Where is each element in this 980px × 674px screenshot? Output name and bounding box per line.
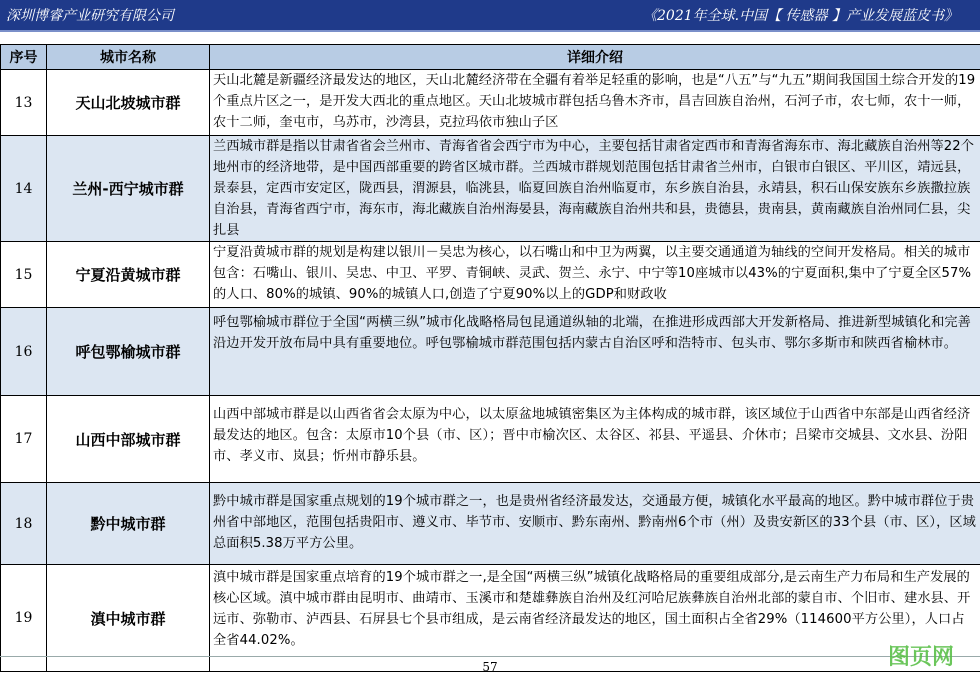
city-description: 宁夏沿黄城市群的规划是构建以银川－吴忠为核心，以石嘴山和中卫为两翼，以主要交通通道为轴线的空间开发格局。相关的城市包含：石嘴山、银川、吴忠、中卫、平罗、青铜峡、灵武、贺兰、永宁、中宁等10座城市以43%的宁夏面积,集中了宁夏全区57%的人口、80%的城镇、90%的城镇人口,创造了宁夏90%以上的GDP和财政收: [210, 242, 980, 308]
row-number: 15: [1, 242, 47, 308]
city-name: 山西中部城市群: [47, 396, 210, 483]
table-row: [1, 483, 980, 565]
table-row: [1, 70, 980, 136]
city-name: 呼包鄂榆城市群: [47, 308, 210, 396]
city-description: 呼包鄂榆城市群位于全国“两横三纵”城市化战略格局包昆通道纵轴的北端，在推进形成西部大开发新格局、推进新型城镇化和完善沿边开发开放布局中具有重要地位。呼包鄂榆城市群范围包括内蒙古自治区呼和浩特市、包头市、鄂尔多斯市和陕西省榆林市。: [210, 308, 980, 396]
table-row: [1, 136, 980, 242]
city-description: 兰西城市群是指以甘肃省省会兰州市、青海省省会西宁市为中心，主要包括甘肃省定西市和青海省海东市、海北藏族自治州等22个地州市的经济地带，是中国西部重要的跨省区城市群。兰西城市群规划范围包括甘肃省兰州市，白银市白银区、平川区，靖远县，景泰县，定西市安定区，陇西县，渭源县，临洮县，临夏回族自治州临夏市，东乡族自治县，永靖县，积石山保安族东乡族撒拉族自治县，青海省西宁市，海东市，海北藏族自治州海晏县，海南藏族自治州共和县，贵德县，贵南县，黄南藏族自治州同仁县，尖扎县: [210, 136, 980, 242]
city-description: 山西中部城市群是以山西省省会太原为中心，以太原盆地城镇密集区为主体构成的城市群，该区域位于山西省中东部是山西省经济最发达的地区。包含：太原市10个县（市、区）；晋中市榆次区、太谷区、祁县、平遥县、介休市；吕梁市交城县、文水县、汾阳市、孝义市、岚县；忻州市静乐县。: [210, 396, 980, 483]
row-number: 17: [1, 396, 47, 483]
header-divider: [0, 30, 980, 32]
watermark-logo: [866, 638, 976, 672]
company-name: 深圳博睿产业研究有限公司: [6, 8, 174, 24]
row-number: 14: [1, 136, 47, 242]
table-row: [1, 308, 980, 396]
city-name: 滇中城市群: [47, 565, 210, 672]
page-number: 57: [482, 660, 498, 674]
row-number: 19: [1, 565, 47, 672]
report-title: 《2021年全球.中国【 传感器 】产业发展蓝皮书》: [643, 8, 958, 24]
table-row: [1, 242, 980, 308]
city-description: 黔中城市群是国家重点规划的19个城市群之一，也是贵州省经济最发达，交通最方便，城镇化水平最高的地区。黔中城市群位于贵州省中部地区，范围包括贵阳市、遵义市、毕节市、安顺市、黔东南州、黔南州6个市（州）及贵安新区的33个县（市、区），区域总面积5.38万平方公里。: [210, 483, 980, 565]
document-header: [0, 0, 980, 30]
footer-divider: [0, 656, 980, 657]
city-cluster-table: [0, 44, 980, 672]
header-city: 城市名称: [47, 45, 210, 70]
city-name: 宁夏沿黄城市群: [47, 242, 210, 308]
city-name: 天山北坡城市群: [47, 70, 210, 136]
watermark-text: 图页网: [887, 644, 954, 670]
table-header-row: [1, 45, 980, 70]
header-desc: 详细介绍: [210, 45, 980, 70]
city-name: 兰州-西宁城市群: [47, 136, 210, 242]
city-description: 滇中城市群是国家重点培育的19个城市群之一,是全国“两横三纵”城镇化战略格局的重要组成部分,是云南生产力布局和生产发展的核心区域。滇中城市群由昆明市、曲靖市、玉溪市和楚雄彝族自治州及红河哈尼族彝族自治州北部的蒙自市、个旧市、建水县、开远市、弥勒市、泸西县、石屏县七个县市组成，是云南省经济最发达的地区，国土面积占全省29%（114600平方公里），人口占全省44.02%。: [210, 565, 980, 672]
city-name: 黔中城市群: [47, 483, 210, 565]
header-no: 序号: [1, 45, 47, 70]
row-number: 16: [1, 308, 47, 396]
row-number: 18: [1, 483, 47, 565]
row-number: 13: [1, 70, 47, 136]
city-description: 天山北麓是新疆经济最发达的地区，天山北麓经济带在全疆有着举足轻重的影响，也是“八五”与“九五”期间我国国土综合开发的19个重点片区之一，是开发大西北的重点地区。天山北坡城市群包括乌鲁木齐市，昌吉回族自治州，石河子市，农七师，农十一师，农十二师，奎屯市，乌苏市，沙湾县，克拉玛依市独山子区: [210, 70, 980, 136]
table-row: [1, 396, 980, 483]
